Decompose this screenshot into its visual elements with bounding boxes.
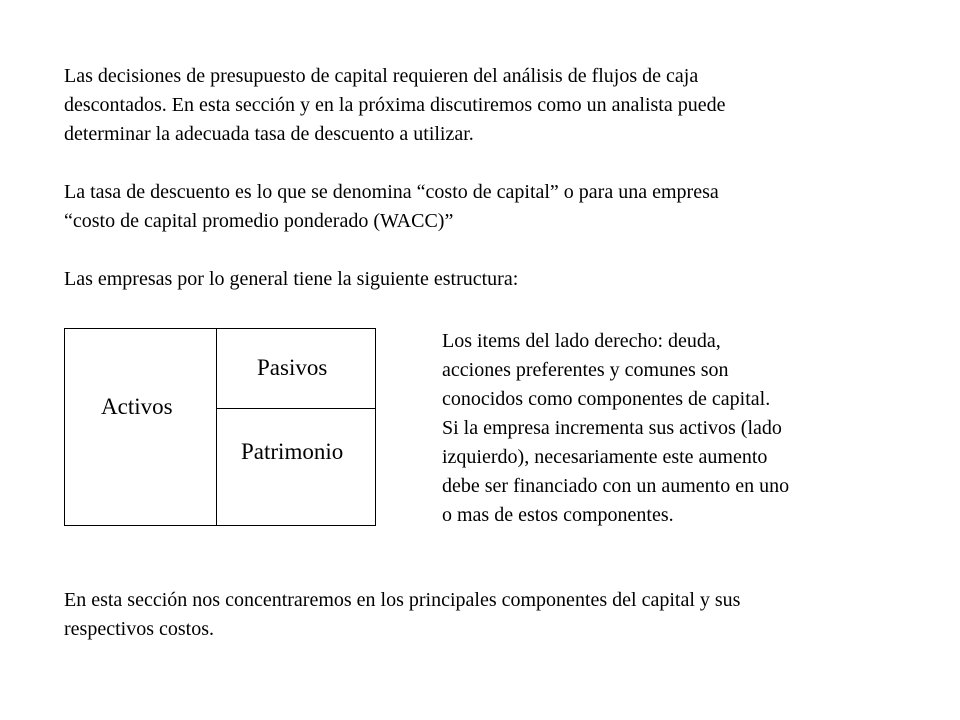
balance-sheet-diagram (64, 328, 376, 526)
closing-paragraph (64, 586, 740, 644)
side-note-paragraph (442, 327, 789, 530)
closing-line: respectivos costos. (64, 618, 214, 640)
intro-line: determinar la adecuada tasa de descuento a utilizar. (64, 123, 474, 145)
side-note-line: o mas de estos componentes. (442, 504, 674, 526)
liabilities-label: Pasivos (257, 355, 328, 380)
assets-cell (65, 329, 217, 525)
side-note-line: conocidos como componentes de capital. (442, 388, 771, 410)
wacc-paragraph (64, 178, 719, 236)
equity-label: Patrimonio (241, 439, 344, 464)
wacc-line: La tasa de descuento es lo que se denomina “costo de capital” o para una empresa (64, 181, 719, 203)
side-note-line: Si la empresa incrementa sus activos (lado (442, 417, 782, 439)
assets-label: Activos (101, 394, 173, 419)
intro-line: descontados. En esta sección y en la próxima discutiremos como un analista puede (64, 94, 726, 116)
intro-line: Las decisiones de presupuesto de capital requieren del análisis de flujos de caja (64, 65, 699, 87)
side-note-line: debe ser financiado con un aumento en uno (442, 475, 790, 497)
closing-line: En esta sección nos concentraremos en los principales componentes del capital y sus (64, 589, 741, 611)
side-note-line: izquierdo), necesariamente este aumento (442, 446, 768, 468)
side-note-line: acciones preferentes y comunes son (442, 359, 729, 381)
intro-paragraph (64, 62, 725, 149)
structure-intro-paragraph (64, 265, 518, 294)
structure-intro-line: Las empresas por lo general tiene la siguiente estructura: (64, 268, 519, 290)
side-note-line: Los items del lado derecho: deuda, (442, 330, 721, 352)
wacc-line: “costo de capital promedio ponderado (WACC)” (64, 210, 454, 232)
